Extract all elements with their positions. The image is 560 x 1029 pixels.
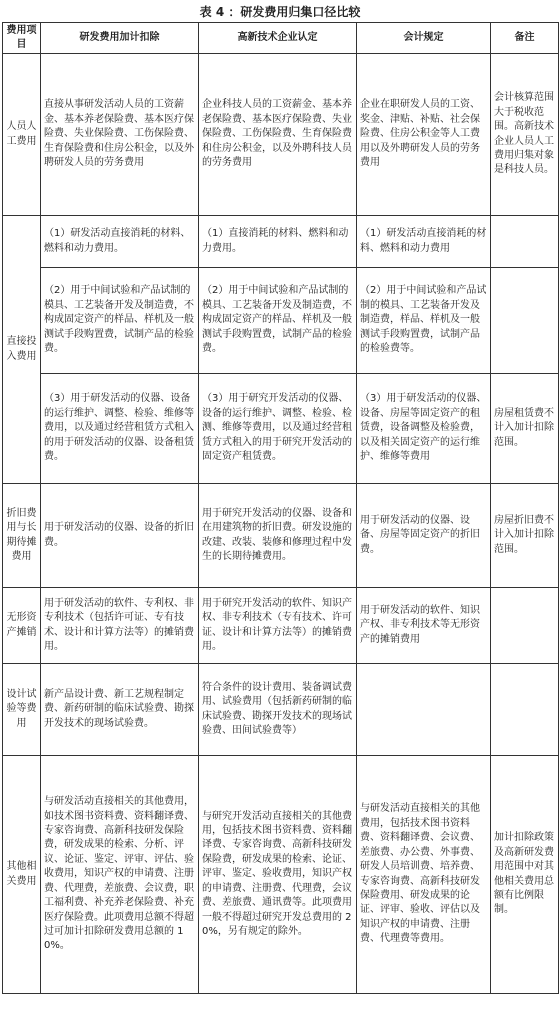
table-cell: （1）研发活动直接消耗的材料、燃料和动力费用。: [41, 216, 199, 268]
table-cell: 与研发活动直接相关的其他费用，如技术图书资料费、资料翻译费、专家咨询费、高新科技研发保险费，研发成果的检索、分析、评议、论证、鉴定、评审、评估、验收费用，知识产权的申请费、注册费、代理费，差旅费、会议费，职工福利费、补充养老保险费、补充医疗保险费。此项费用总额不得超过可加计扣除研发费用总额的 10%。: [41, 756, 199, 994]
remark-cell: [491, 664, 559, 756]
table-cell: 企业科技人员的工资薪金、基本养老保险费、基本医疗保险费、失业保险费、工伤保险费、生育保险费和住房公积金，以及外聘科技人员的劳务费用: [199, 54, 357, 216]
table-cell: 用于研究开发活动的仪器、设备和在用建筑物的折旧费。研发设施的改建、改装、装修和修理过程中发生的长期待摊费用。: [199, 484, 357, 588]
table-row: [3, 484, 559, 588]
category-cell: 直接投入费用: [3, 216, 41, 484]
table-row: [3, 216, 559, 268]
table-cell: （2）用于中间试验和产品试制的模具、工艺装备开发及制造费，样品、样机及一般测试手段购置费，试制产品的检验费等。: [357, 268, 491, 374]
category-cell: 人员人工费用: [3, 54, 41, 216]
table-cell: 用于研发活动的软件、专利权、非专利技术（包括许可证、专有技术、设计和计算方法等）的摊销费用。: [41, 588, 199, 664]
remark-cell: [491, 268, 559, 374]
table-cell: 与研发活动直接相关的其他费用，包括技术图书资料费、资料翻译费、会议费、差旅费、办公费、外事费、研发人员培训费、培养费、专家咨询费、高新科技研发保险费用、研发成果的论证、评审、验收、评估以及知识产权的申请费、注册费、代理费等费用。: [357, 756, 491, 994]
table-cell: 用于研发活动的仪器、设备、房屋等固定资产的折旧费。: [357, 484, 491, 588]
table-cell: 用于研发活动的软件、知识产权、非专利技术等无形资产的摊销费用: [357, 588, 491, 664]
category-cell: 其他相关费用: [3, 756, 41, 994]
table-cell: （3）用于研发活动的仪器、设备、房屋等固定资产的租赁费，设备调整及检验费，以及相关固定资产的运行维护、维修等费用: [357, 374, 491, 484]
table-cell: 直接从事研发活动人员的工资薪金、基本养老保险费、基本医疗保险费、失业保险费、工伤保险费、生育保险费和住房公积金，以及外聘研发人员的劳务费用: [41, 54, 199, 216]
category-cell: 设计试验等费用: [3, 664, 41, 756]
comparison-table: [2, 22, 559, 994]
table-cell: 企业在职研发人员的工资、奖金、津贴、补贴、社会保险费、住房公积金等人工费用以及外聘研发人员的劳务费用: [357, 54, 491, 216]
table-cell: （3）用于研发活动的仪器、设备的运行维护、调整、检验、维修等费用，以及通过经营租赁方式租入的用于研发活动的仪器、设备租赁费。: [41, 374, 199, 484]
remark-cell: 加计扣除政策及高新研发费用范围中对其他相关费用总额有比例限制。: [491, 756, 559, 994]
remark-cell: [491, 216, 559, 268]
remark-cell: 会计核算范围大于税收范围。高新技术企业人员人工费用归集对象是科技人员。: [491, 54, 559, 216]
table-cell: [357, 664, 491, 756]
table-cell: 与研究开发活动直接相关的其他费用，包括技术图书资料费、资料翻译费、专家咨询费、高新科技研发保险费，研发成果的检索、论证、评审、鉴定、验收费用，知识产权的申请费、注册费、代理费，会议费、差旅费、通讯费等。此项费用一般不得超过研究开发总费用的 20%，另有规定的除外。: [199, 756, 357, 994]
header-remark: 备注: [491, 23, 559, 54]
table-row: [3, 664, 559, 756]
table-title: 表 4 ：研发费用归集口径比较: [199, 5, 361, 19]
header-deduction: 研发费用加计扣除: [41, 23, 199, 54]
table-cell: （2）用于中间试验和产品试制的模具、工艺装备开发及制造费，不构成固定资产的样品、样机及一般测试手段购置费，试制产品的检验费。: [41, 268, 199, 374]
table-cell: 新产品设计费、新工艺规程制定费、新药研制的临床试验费、勘探开发技术的现场试验费。: [41, 664, 199, 756]
table-row: [3, 54, 559, 216]
remark-cell: 房屋租赁费不计入加计扣除范围。: [491, 374, 559, 484]
header-item: 费用项目: [3, 23, 41, 54]
category-cell: 折旧费用与长期待摊费用: [3, 484, 41, 588]
table-row: [3, 268, 559, 374]
remark-cell: [491, 588, 559, 664]
header-hightech: 高新技术企业认定: [199, 23, 357, 54]
table-cell: 符合条件的设计费用、装备调试费用、试验费用（包括新药研制的临床试验费、勘探开发技术的现场试验费、田间试验费等）: [199, 664, 357, 756]
table-cell: （1）直接消耗的材料、燃料和动力费用。: [199, 216, 357, 268]
table-cell: （2）用于中间试验和产品试制的模具、工艺装备开发及制造费，不构成固定资产的样品、样机及一般测试手段购置费，试制产品的检验费。: [199, 268, 357, 374]
table-row: [3, 756, 559, 994]
header-row: [3, 23, 559, 54]
remark-cell: 房屋折旧费不计入加计扣除范围。: [491, 484, 559, 588]
table-cell: （1）研发活动直接消耗的材料、燃料和动力费用: [357, 216, 491, 268]
header-accounting: 会计规定: [357, 23, 491, 54]
table-row: [3, 374, 559, 484]
table-cell: 用于研究开发活动的软件、知识产权、非专利技术（专有技术、许可证、设计和计算方法等）的摊销费用。: [199, 588, 357, 664]
category-cell: 无形资产摊销: [3, 588, 41, 664]
table-cell: （3）用于研究开发活动的仪器、设备的运行维护、调整、检验、检测、维修等费用，以及通过经营租赁方式租入的用于研究开发活动的固定资产租赁费。: [199, 374, 357, 484]
table-row: [3, 588, 559, 664]
table-cell: 用于研发活动的仪器、设备的折旧费。: [41, 484, 199, 588]
